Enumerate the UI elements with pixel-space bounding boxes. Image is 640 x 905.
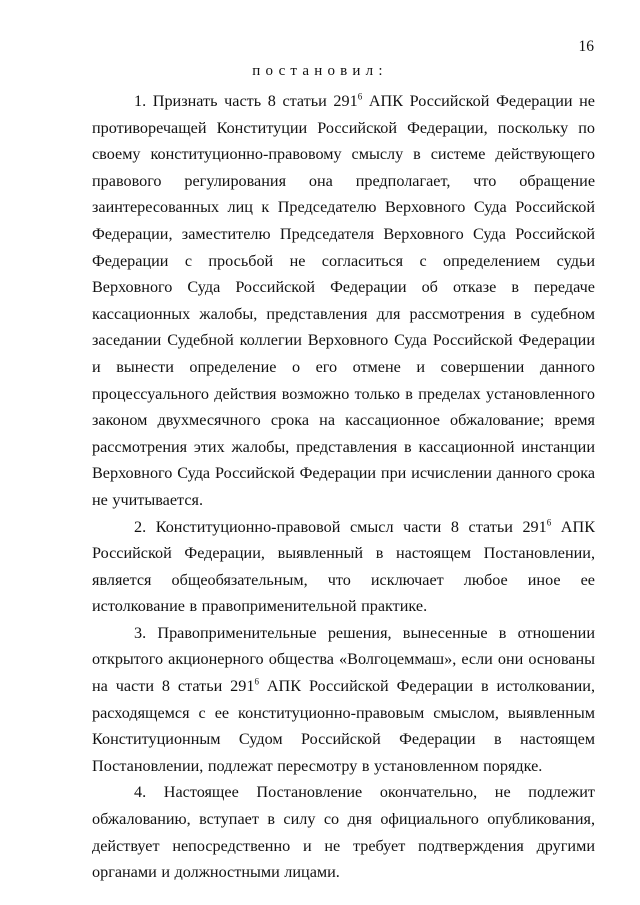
paragraph-4 <box>92 779 595 885</box>
paragraph-2-superscript: 6 <box>546 517 552 528</box>
resolution-heading: постановил: <box>252 63 388 79</box>
paragraph-1-superscript: 6 <box>357 91 363 102</box>
paragraph-4-text: 4. Настоящее Постановление окончательно, не подлежит обжалованию, вступает в силу со дня официального опубликования, действует непосредственно и не требует подтверждения другими органами и должностными лицами. <box>92 783 595 882</box>
paragraph-3-text-start: 3. Правоприменительные решения, вынесенные в отношении открытого акционерного общества «Волгоцеммаш», если они основаны на части 8 статьи 291 <box>92 623 595 696</box>
paragraph-2-text-end: АПК Российской Федерации, выявленный в настоящем Постановлении, является общеобязательным, что исключает любое иное ее истолкование в правоприменительной практике. <box>92 517 595 616</box>
paragraph-3 <box>92 620 595 780</box>
paragraph-3-text-end: АПК Российской Федерации в истолковании, расходящемся с ее конституционно-правовым смыслом, выявленным Конституционным Судом Российской Федерации в настоящем Постановлении, подлежат пересмотру в установленном порядке. <box>92 677 595 775</box>
paragraph-1-text-start: 1. Признать часть 8 статьи 291 <box>134 92 358 110</box>
page-number: 16 <box>578 38 594 55</box>
paragraph-3-superscript: 6 <box>254 676 259 687</box>
paragraph-1-text-end: АПК Российской Федерации не противоречащей Конституции Российской Федерации, поскольку по своему конституционно-правовому смыслу в системе действующего правового регулирования она предполагает, что обращение заинтересованных лиц к Председателю Верховного Суда Российской Федерации, заместителю Председателя Верховного Суда Российской Федерации с просьбой не согласиться с определением судьи Верховного Суда Российской Федерации об отказе в передаче кассационных жалобы, представления для рассмотрения в судебном заседании Судебной коллегии Верховного Суда Российской Федерации и вынести определение о его отмене и совершении данного процессуального действия возможно только в пределах установленного законом двухмесячного срока на кассационное обжалование; время рассмотрения этих жалобы, представления в кассационной инстанции Верховного Суда Российской Федерации при исчислении данного срока не учитывается. <box>92 92 595 509</box>
paragraph-2 <box>92 514 595 620</box>
document-body <box>92 88 595 886</box>
paragraph-2-text-start: 2. Конституционно-правовой смысл части 8 статьи 291 <box>134 517 547 536</box>
paragraph-1 <box>92 88 595 514</box>
